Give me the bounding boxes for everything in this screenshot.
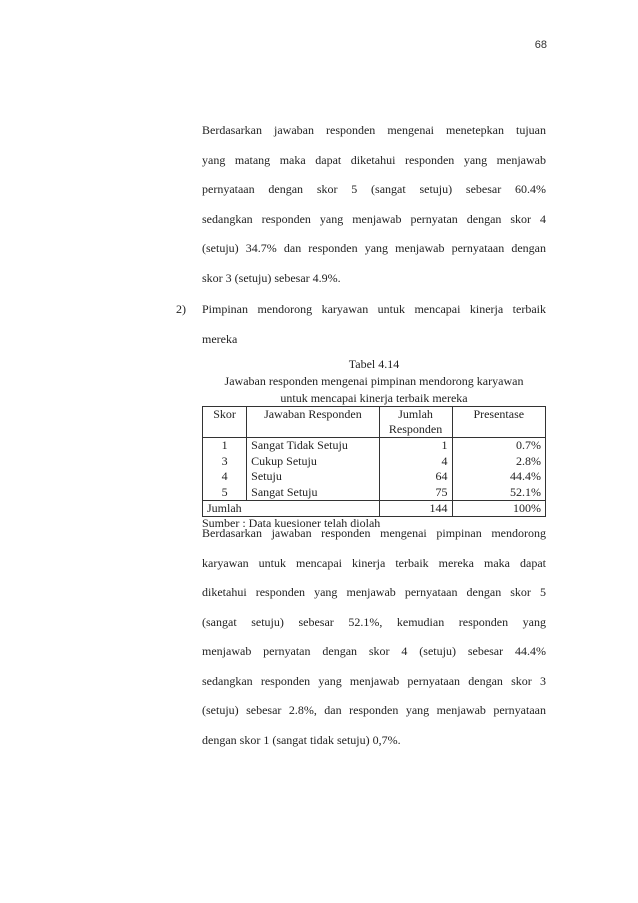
table-header-row — [203, 407, 546, 438]
table-cell: 4 — [221, 469, 228, 483]
table-source: Sumber : Data kuesioner telah diolah — [202, 516, 381, 530]
paragraph-line: (sangat setuju) sebesar 52.1%, kemudian responden yang — [202, 614, 546, 629]
table-cell: 4 — [441, 453, 448, 468]
table-cell: Sangat Tidak Setuju — [251, 438, 348, 452]
list-item-text — [202, 295, 546, 354]
table-cell: 0.7% — [516, 438, 541, 452]
table-caption-title: Tabel 4.14 — [348, 357, 400, 371]
table-cell: Setuju — [251, 469, 282, 483]
header-skor: Skor — [203, 407, 247, 438]
paragraph-line: diketahui responden yang menjawab pernyataan dengan skor 5 — [202, 585, 546, 599]
header-jumlah-line2: Responden — [388, 422, 443, 436]
table-cell: Cukup Setuju — [251, 453, 317, 468]
header-presentase: Presentase — [452, 407, 545, 438]
paragraph-line: karyawan untuk mencapai kinerja terbaik mereka maka dapat — [202, 555, 546, 570]
jumlah-column — [379, 438, 452, 501]
paragraph-line: Berdasarkan jawaban responden mengenai menetepkan tujuan — [202, 123, 546, 137]
table-cell: 2.8% — [516, 453, 541, 468]
total-presentase: 100% — [452, 501, 545, 517]
list-item-line: Pimpinan mendorong karyawan untuk mencapai kinerja terbaik — [202, 302, 546, 316]
table-cell: 5 — [221, 484, 228, 499]
paragraph-line: menjawab pernyatan dengan skor 4 (setuju) sebesar 44.4% — [202, 644, 546, 658]
header-jumlah — [379, 407, 452, 438]
paragraph-line: Berdasarkan jawaban responden mengenai pimpinan mendorong — [202, 526, 546, 540]
table-caption-line: untuk mencapai kinerja terbaik mereka — [280, 391, 468, 405]
response-table — [202, 406, 546, 517]
table-cell: Sangat Setuju — [251, 484, 318, 499]
skor-column — [203, 438, 247, 501]
table-cell: 1 — [221, 438, 228, 452]
paragraph-line: pernyataan dengan skor 5 (sangat setuju) sebesar 60.4% — [202, 182, 546, 196]
paragraph-line: sedangkan responden yang menjawab pernyataan dengan skor 3 — [202, 673, 546, 688]
header-jumlah-line1: Jumlah — [398, 407, 433, 421]
table-caption-line: Jawaban responden mengenai pimpinan mendorong karyawan — [224, 374, 524, 388]
paragraph-pimpinan — [202, 519, 546, 755]
total-label: Jumlah — [203, 501, 380, 517]
paragraph-line: (setuju) 34.7% dan responden yang menjawab pernyataan dengan — [202, 241, 546, 255]
paragraph-line: (setuju) sebesar 2.8%, dan responden yang menjawab pernyataan — [202, 703, 546, 717]
total-jumlah: 144 — [379, 501, 452, 517]
table-cell: 1 — [441, 438, 448, 452]
paragraph-line: yang matang maka dapat diketahui responden yang menjawab — [202, 152, 546, 167]
list-item-line: mereka — [202, 331, 238, 346]
paragraph-tujuan — [202, 116, 546, 293]
paragraph-line: skor 3 (setuju) sebesar 4.9%. — [202, 270, 341, 285]
table-body-row — [203, 438, 546, 501]
table-cell: 75 — [435, 484, 448, 499]
table-cell: 44.4% — [510, 469, 541, 483]
list-item-number: 2) — [176, 302, 186, 316]
header-jawaban: Jawaban Responden — [247, 407, 379, 438]
jawaban-column — [247, 438, 379, 501]
page-number: 68 — [534, 39, 547, 51]
table-cell: 3 — [221, 453, 228, 468]
table-cell: 52.1% — [510, 484, 541, 499]
paragraph-line: dengan skor 1 (sangat tidak setuju) 0,7%. — [202, 732, 401, 747]
table-cell: 64 — [435, 469, 448, 483]
presentase-column — [452, 438, 545, 501]
paragraph-line: sedangkan responden yang menjawab pernyatan dengan skor 4 — [202, 211, 546, 226]
